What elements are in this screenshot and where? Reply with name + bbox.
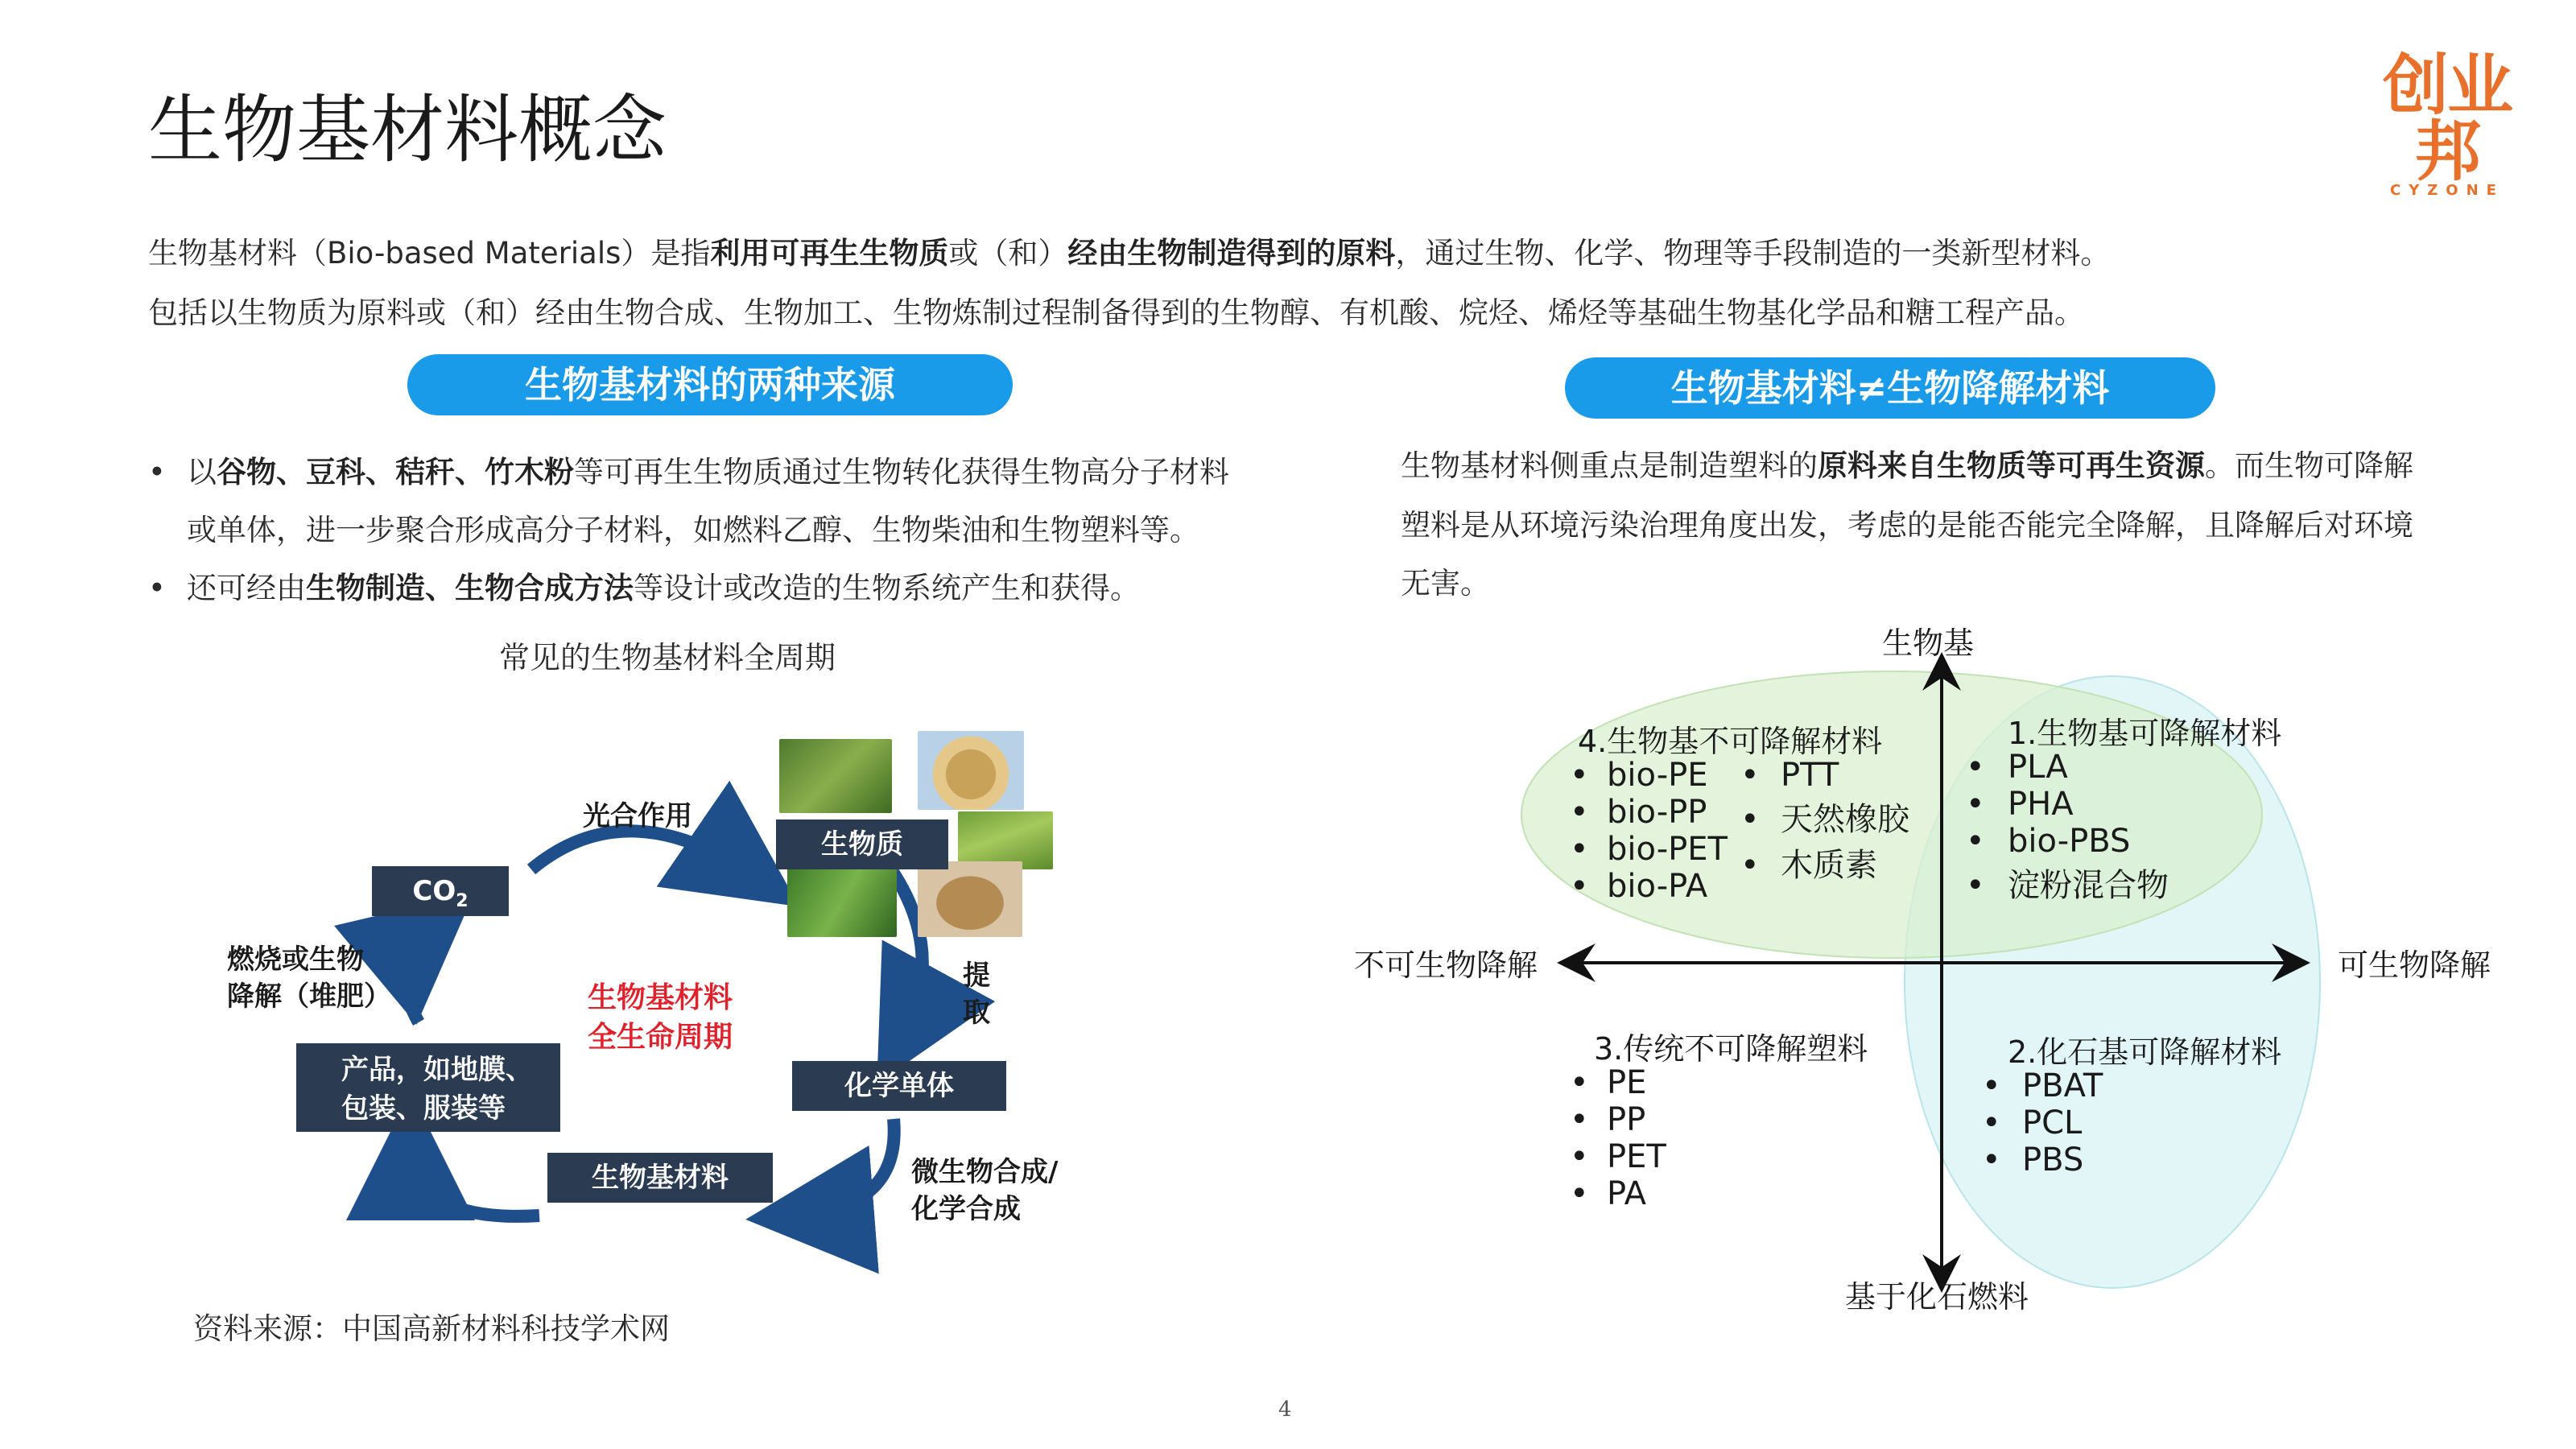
axis-label-top: 生物基: [1882, 625, 1975, 661]
q2-list: [1982, 1067, 2103, 1179]
right-paragraph-line-2: 塑料是从环境污染治理角度出发，考虑的是能否能完全降解，且降解后对环境: [1401, 508, 2413, 543]
list-item: • PP: [1570, 1101, 1646, 1138]
center-line-1: 生物基材料: [588, 981, 733, 1014]
bullet-text: 以: [187, 455, 217, 489]
right-text: 生物基材料侧重点是制造塑料的: [1401, 448, 1818, 483]
burn-line-2: 降解（堆肥）: [227, 980, 391, 1013]
q4-title: 4.生物基不可降解材料: [1578, 724, 1883, 759]
q3-list: [1570, 1064, 1666, 1212]
q1-list: [1966, 749, 2169, 906]
co2-text: CO: [412, 875, 456, 907]
intro-line-2: 包括以生物质为原料或（和）经由生物合成、生物加工、生物炼制过程制备得到的生物醇、有机酸、烷烃、烯烃等基础生物基化学品和糖工程产品。: [148, 295, 2084, 330]
section-pill-sources: 生物基材料的两种来源: [407, 354, 1013, 415]
list-item: • 木质素: [1740, 847, 1877, 884]
list-item: • PTT: [1740, 757, 1839, 794]
q4-list-col2: [1740, 757, 1909, 886]
list-item: • bio-PET: [1570, 831, 1728, 868]
list-item: • bio-PP: [1570, 794, 1707, 831]
burn-line-1: 燃烧或生物: [227, 943, 364, 976]
cycle-caption: 常见的生物基材料全周期: [499, 640, 836, 675]
bullet-bold: 谷物、豆科、秸秆、竹木粉: [217, 455, 574, 489]
co2-subscript: 2: [456, 890, 469, 911]
list-item: • PHA: [1966, 786, 2074, 823]
synthesis-line-2: 化学合成: [911, 1192, 1021, 1225]
bullet-dot: •: [148, 455, 166, 489]
bullet-text: 等可再生生物质通过生物转化获得生物高分子材料: [574, 455, 1229, 489]
center-line-2: 全生命周期: [588, 1020, 733, 1054]
q1-title: 1.生物基可降解材料: [2008, 716, 2282, 751]
intro-bold: 利用可再生生物质: [710, 236, 949, 270]
product-line-1: 产品，如地膜、: [341, 1054, 533, 1086]
bullet-item-1-continued: 或单体，进一步聚合形成高分子材料，如燃料乙醇、生物柴油和生物塑料等。: [187, 513, 1199, 547]
list-item: • 天然橡胶: [1740, 801, 1909, 838]
axis-label-bottom: 基于化石燃料: [1845, 1279, 2029, 1315]
right-text: 。而生物可降解: [2205, 448, 2413, 483]
intro-text: 或（和）: [948, 236, 1068, 270]
axis-label-left: 不可生物降解: [1354, 947, 1538, 983]
extract-line-1: 提: [963, 960, 990, 992]
bullet-bold: 生物制造、生物合成方法: [306, 571, 634, 605]
list-item: • bio-PA: [1570, 868, 1708, 905]
label-photosynthesis: 光合作用: [583, 800, 692, 832]
list-item: • PBS: [1982, 1141, 2084, 1179]
list-item: • bio-PBS: [1966, 823, 2131, 860]
synthesis-line-1: 微生物合成/: [911, 1156, 1059, 1188]
source-note: 资料来源：中国高新材料科技学术网: [193, 1311, 670, 1346]
list-item: • PCL: [1982, 1104, 2083, 1141]
intro-text: ，通过生物、化学、物理等手段制造的一类新型材料。: [1395, 236, 2111, 270]
q4-list-col1: [1570, 757, 1728, 905]
box-bio-material: 生物基材料: [547, 1153, 773, 1203]
list-item: • PET: [1570, 1138, 1666, 1175]
list-item: • PBAT: [1982, 1067, 2103, 1104]
logo-en-text: CYZONE: [2390, 182, 2504, 199]
q3-title: 3.传统不可降解塑料: [1594, 1031, 1868, 1067]
intro-text: 生物基材料（Bio-based Materials）是指: [148, 236, 711, 270]
page-number: 4: [1278, 1397, 1292, 1422]
list-item: • PE: [1570, 1064, 1647, 1101]
bullet-text: 还可经由: [187, 571, 306, 605]
right-bold: 原料来自生物质等可再生资源: [1818, 448, 2205, 483]
bullet-text: 等设计或改造的生物系统产生和获得。: [634, 571, 1140, 605]
list-item: • 淀粉混合物: [1966, 867, 2169, 904]
intro-bold: 经由生物制造得到的原料: [1067, 236, 1396, 270]
section-pill-not-degradable: 生物基材料≠生物降解材料: [1565, 357, 2215, 419]
q2-title: 2.化石基可降解材料: [2008, 1034, 2282, 1070]
logo-cn-text: 创业邦: [2382, 47, 2512, 190]
list-item: • PLA: [1966, 749, 2068, 786]
list-item: • PA: [1570, 1175, 1646, 1212]
product-line-2: 包装、服装等: [341, 1092, 506, 1125]
right-paragraph-line-3: 无害。: [1401, 566, 1490, 601]
bullet-dot: •: [148, 571, 166, 605]
list-item: • bio-PE: [1570, 757, 1708, 794]
box-biomass: 生物质: [776, 819, 948, 869]
axis-label-right: 可生物降解: [2338, 947, 2491, 983]
extract-line-2: 取: [963, 996, 990, 1029]
box-chemical-monomer: 化学单体: [792, 1061, 1006, 1111]
page-title: 生物基材料概念: [148, 87, 667, 173]
